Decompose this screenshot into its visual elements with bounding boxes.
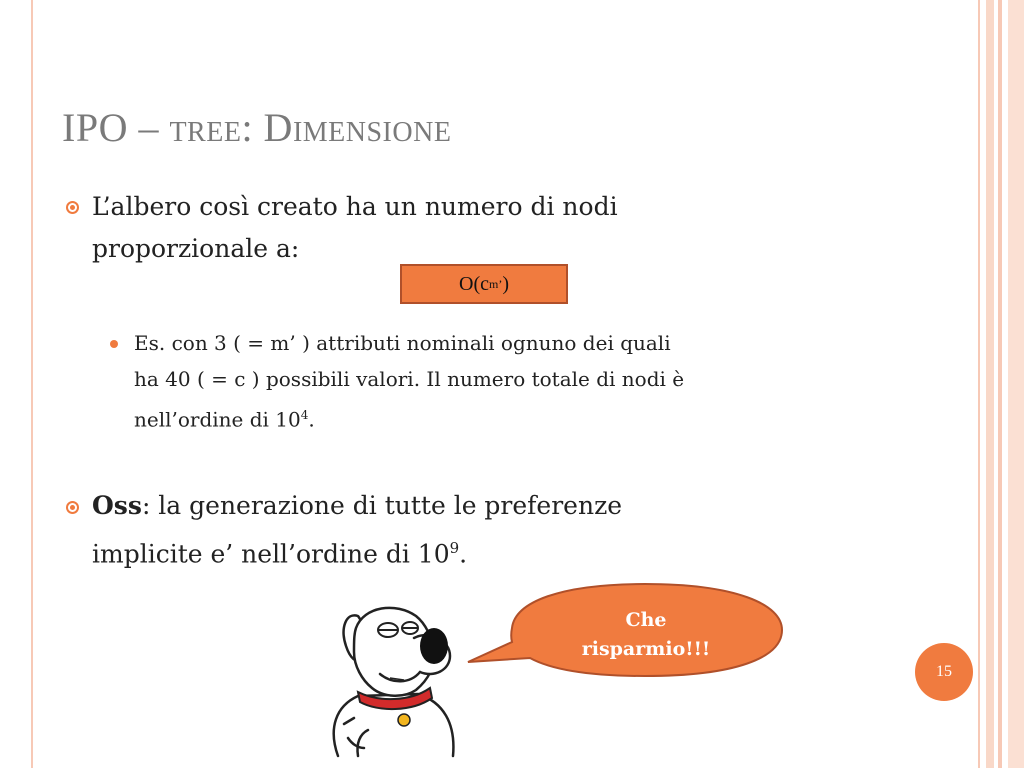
frame-right-stripe-1 (978, 0, 980, 768)
bullet-dot-icon (110, 340, 118, 348)
formula-suffix: ) (502, 272, 509, 295)
frame-left-line (31, 0, 33, 768)
oss-line1 (92, 487, 622, 525)
cartoon-dog-icon (318, 598, 468, 758)
sub-line3-exponent: 4 (300, 408, 309, 422)
sub-bullet-line3 (134, 398, 315, 438)
oss-line2-text: implicite e’ nell’ordine di 10 (92, 539, 450, 569)
oss-label: Oss (92, 491, 142, 520)
oss-line2-exponent: 9 (449, 539, 460, 557)
formula-box (400, 264, 568, 304)
bullet-circle-icon (66, 501, 79, 514)
formula-exponent: m’ (488, 276, 503, 291)
frame-right-stripe-3 (998, 0, 1002, 768)
frame-right-stripe-4 (1008, 0, 1024, 768)
bubble-line1: Che (625, 609, 667, 631)
sub-line3-period: . (308, 407, 315, 432)
bullet1-line1: L’albero così creato ha un numero di nodi (92, 192, 618, 221)
bullet1-line2: proporzionale a: (92, 234, 300, 263)
sub-bullet-line1: Es. con 3 ( = m’ ) attributi nominali ognuno dei quali (134, 331, 671, 355)
oss-line2 (92, 529, 467, 573)
speech-bubble-text (546, 606, 746, 664)
title-small-caps: tree: Dimensione (169, 105, 452, 150)
oss-line1-text: : la generazione di tutte le preferenze (141, 491, 623, 520)
formula-prefix: O(c (459, 272, 489, 295)
frame-right-stripe-2 (986, 0, 994, 768)
bubble-line2: risparmio!!! (581, 638, 711, 660)
bullet-circle-icon (66, 201, 79, 214)
slide-title (62, 104, 451, 151)
oss-line2-period: . (459, 539, 468, 569)
title-main: IPO – (62, 105, 170, 150)
sub-bullet-line2: ha 40 ( = c ) possibili valori. Il numero totale di nodi è (134, 367, 685, 391)
page-number: 15 (915, 643, 973, 701)
sub-line3-text: nell’ordine di 10 (134, 407, 301, 432)
